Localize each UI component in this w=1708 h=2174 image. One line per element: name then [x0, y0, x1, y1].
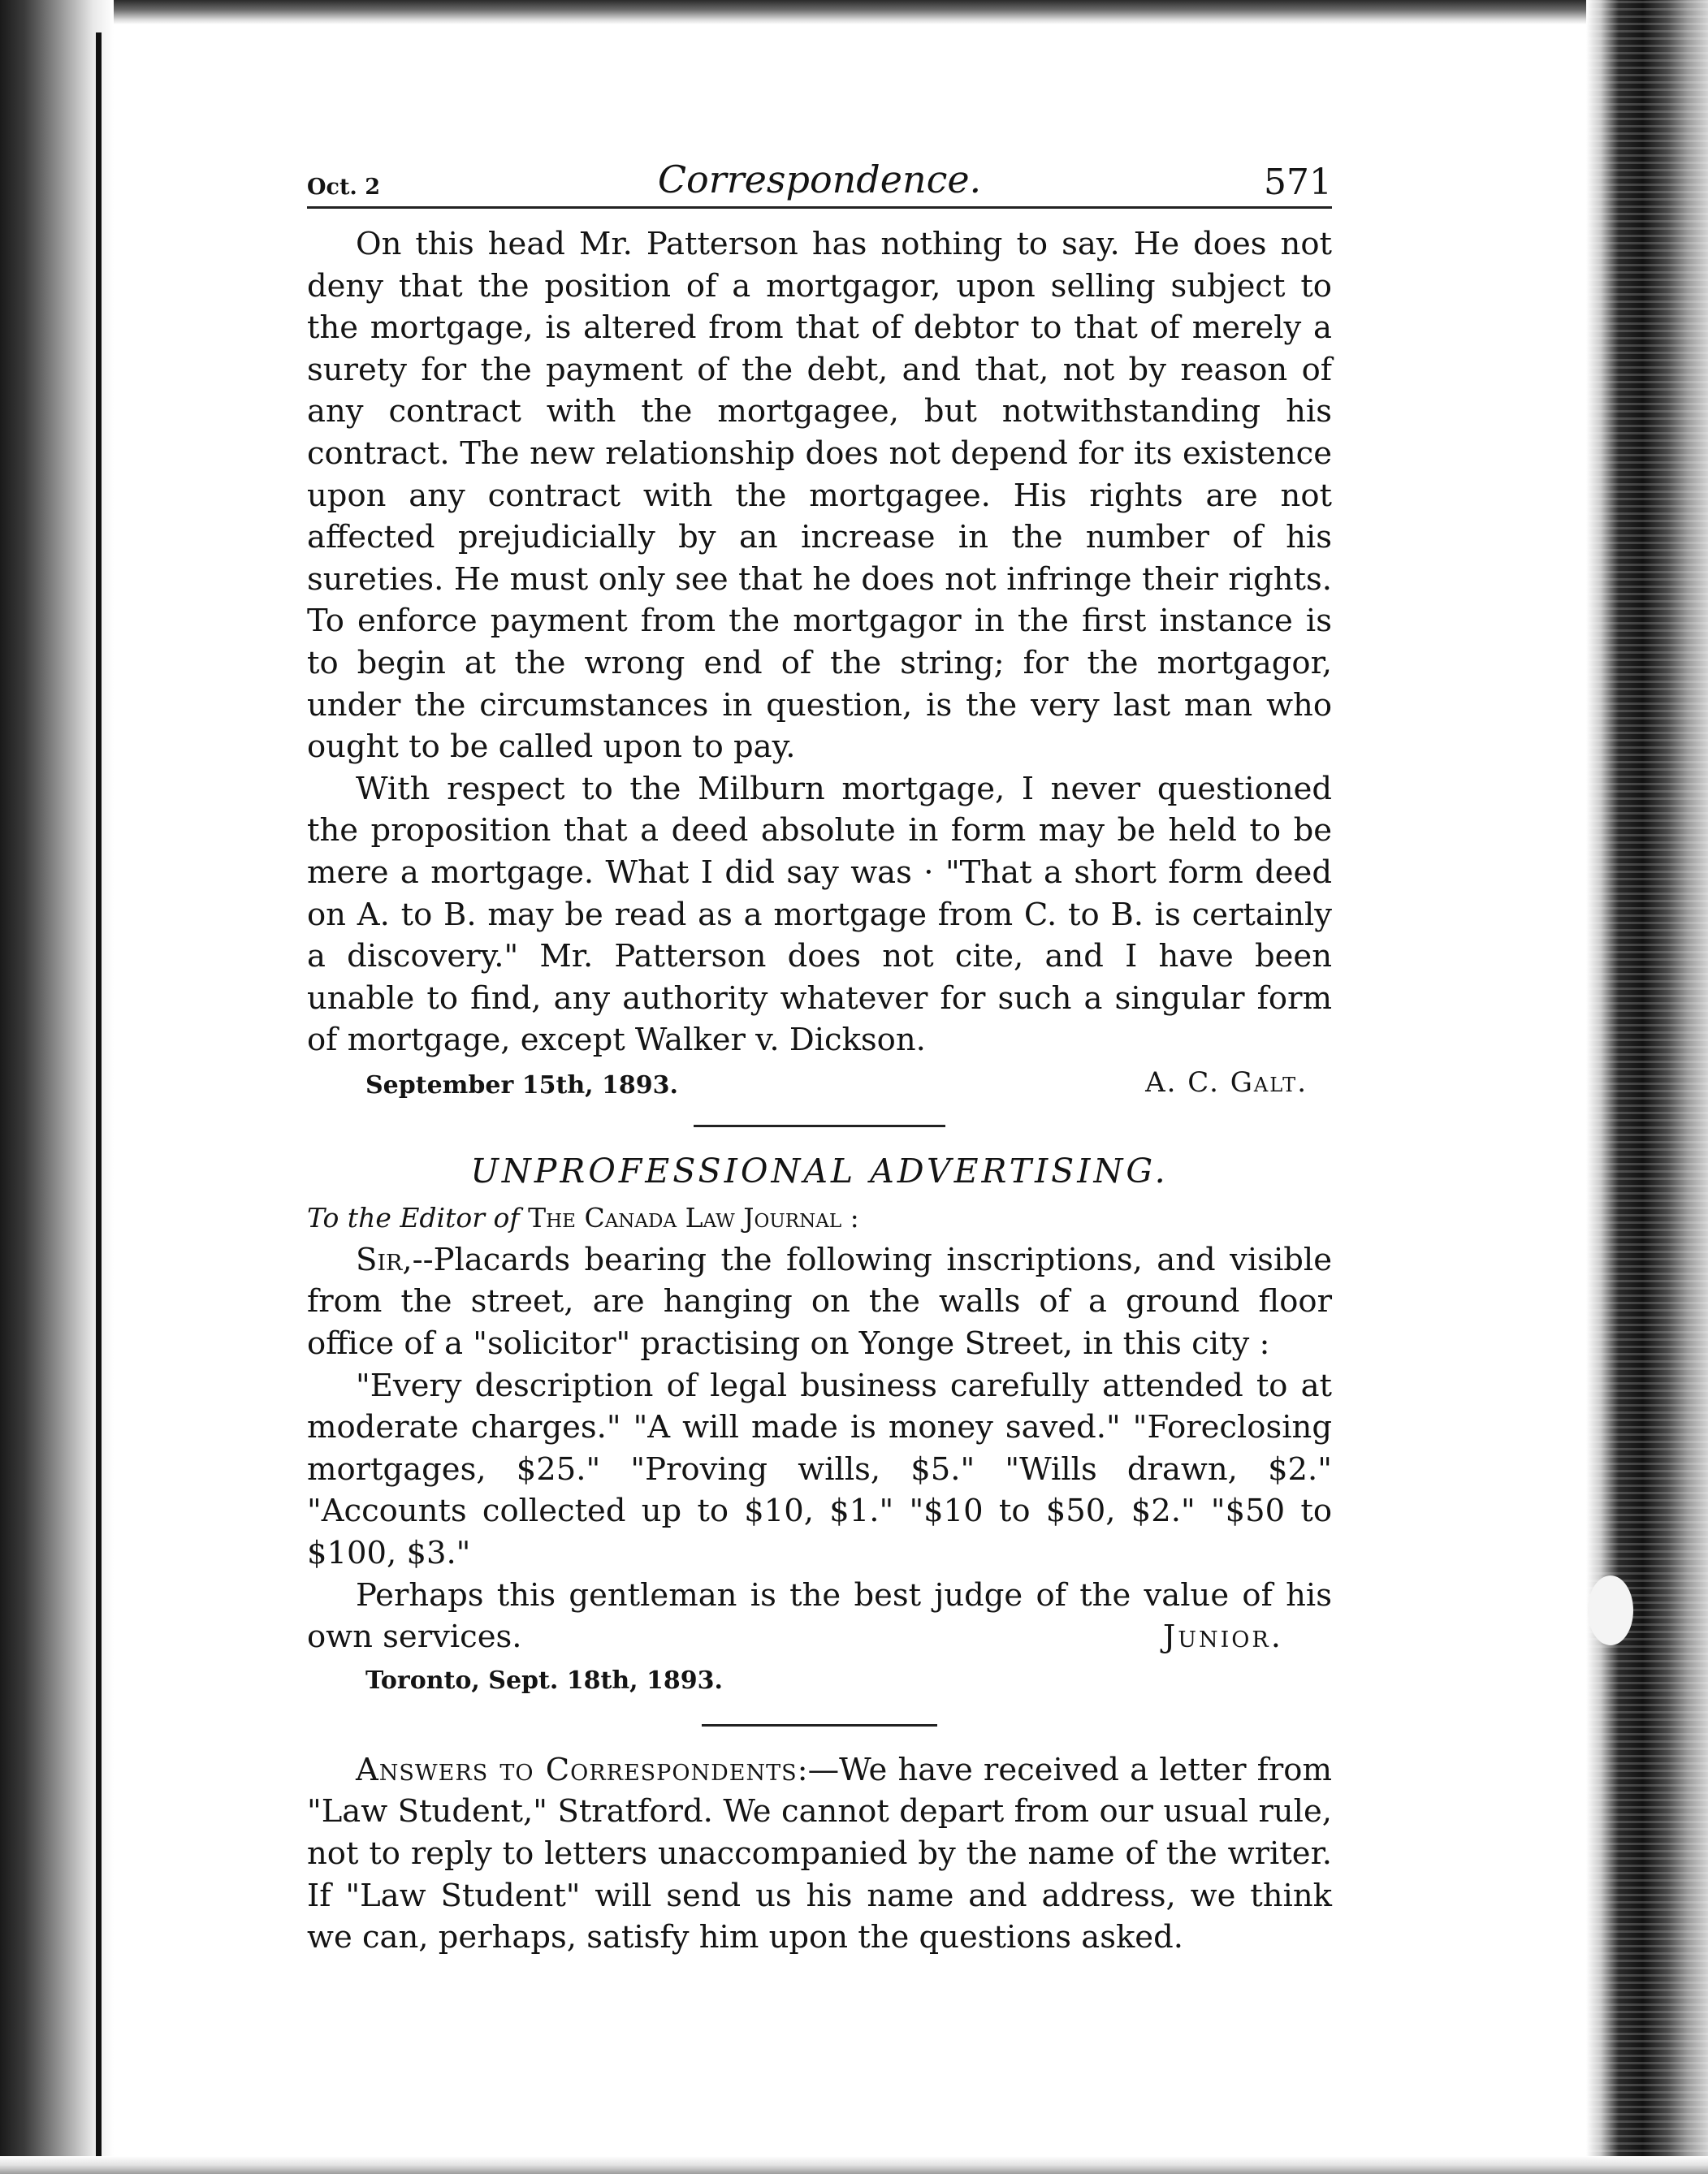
salutation	[307, 1199, 1332, 1238]
paragraph-text: Perhaps this gentleman is the best judge of the value of his own services.	[307, 1576, 1332, 1656]
paragraph	[307, 1239, 1332, 1365]
article-unprofessional-advertising	[307, 1152, 1332, 1695]
scan-edge-top	[0, 0, 1708, 24]
scan-binding-line	[96, 32, 102, 2174]
paragraph	[307, 1575, 1332, 1658]
running-head-date: Oct. 2	[307, 175, 381, 200]
letter-date: Toronto, Sept. 18th, 1893.	[365, 1666, 723, 1695]
section-divider	[694, 1125, 945, 1127]
salutation-prefix: To the Editor of	[307, 1201, 520, 1234]
paragraph-text: :—We have received a letter from "Law Student," Stratford. We cannot depart from our usual rule, not to reply to letters unaccompanied by the name of the writer. If "Law Student" will send us his name and address, we think we can, perhaps, satisfy him upon the questions asked.	[307, 1751, 1332, 1956]
letter-signature: Junior.	[1162, 1619, 1283, 1656]
running-head-title: Correspondence.	[657, 158, 982, 201]
letter-date: September 15th, 1893.	[365, 1070, 678, 1100]
section-divider	[702, 1724, 937, 1727]
scan-edge-bottom	[0, 2156, 1708, 2174]
paragraph: "Every description of legal business carefully attended to at moderate charges." "A will made is money saved." "Foreclosing mortgages, $25." "Proving wills, $5." "Wills drawn, $2." "Accounts collected up to $10, $1." "$10 to $50, $2." "$50 to $100, $3."	[307, 1367, 1332, 1572]
paragraph-text: --Placards bearing the following inscriptions, and visible from the street, are hanging on the walls of a ground floor office of a "solicitor" practising on Yonge Street, in this city :	[307, 1241, 1332, 1363]
page-number: 571	[1264, 162, 1332, 203]
paragraph: With respect to the Milburn mortgage, I never questioned the proposition that a deed absolute in form may be held to be mere a mortgage. What I did say was · "That a short form deed on A. to B. may be read as a mortgage from C. to B. is certainly a discovery." Mr. Patterson does not cite, and I have been unable to find, any authority whatever for such a singular form of mortgage, except Walker v. Dickson.	[307, 770, 1332, 1059]
letter-signature: A. C. Galt.	[1145, 1065, 1308, 1099]
running-head	[307, 151, 1332, 209]
answers-to-correspondents	[307, 1749, 1332, 1959]
article-mortgage-reply	[307, 223, 1332, 1113]
document-page	[307, 151, 1332, 1959]
signature-line	[307, 1065, 1332, 1113]
paragraph: On this head Mr. Patterson has nothing to say. He does not deny that the position of a mortgagor, upon selling subject to the mortgage, is altered from that of debtor to that of merely a surety for the payment of the debt, and that, not by reason of any contract with the mortgagee, but notwithstanding his contract. The new relationship does not depend for its existence upon any contract with the mortgagee. His rights are not affected prejudicially by an increase in the number of his sureties. He must only see that he does not infringe their rights. To enforce payment from the mortgagor in the first instance is to begin at the wrong end of the string; for the mortgagor, under the circumstances in question, is the very last man who ought to be called upon to pay.	[307, 226, 1332, 766]
section-title: UNPROFESSIONAL ADVERTISING.	[470, 1151, 1169, 1191]
salutation-journal: The Canada Law Journal :	[528, 1201, 859, 1234]
salutation-sir: Sir,	[356, 1241, 413, 1278]
answers-lead: Answers to Correspondents	[356, 1751, 798, 1788]
scan-edge-right	[1586, 0, 1708, 2174]
scan-punch-hole	[1588, 1575, 1633, 1645]
paragraph	[307, 1749, 1332, 1959]
